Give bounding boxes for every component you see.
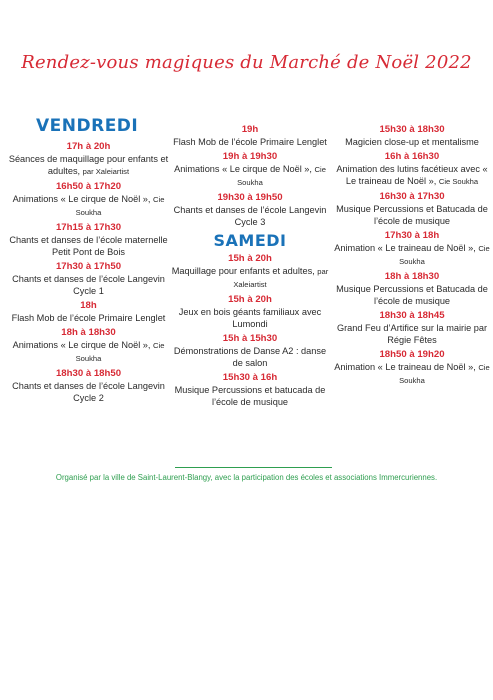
event-description xyxy=(6,234,171,258)
event-item xyxy=(334,230,490,268)
event-description xyxy=(334,361,490,387)
event-description xyxy=(6,380,171,404)
event-item xyxy=(334,191,490,227)
event-item xyxy=(334,310,490,346)
event-description-text: Animations « Le cirque de Noël », xyxy=(174,164,312,174)
event-description-text: Maquillage pour enfants et adultes, xyxy=(171,266,315,276)
event-time: 19h30 à 19h50 xyxy=(217,192,283,203)
footer-divider xyxy=(175,467,332,468)
event-time: 15h30 à 18h30 xyxy=(379,124,445,135)
event-item xyxy=(170,294,330,330)
event-item xyxy=(334,124,490,148)
event-item xyxy=(170,124,330,148)
event-description xyxy=(170,265,330,291)
event-performer: par Xaleiartist xyxy=(82,167,130,176)
event-item xyxy=(6,141,171,178)
event-time: 18h30 à 18h45 xyxy=(379,310,445,321)
event-time: 18h à 18h30 xyxy=(61,327,116,338)
event-time: 15h30 à 16h xyxy=(222,372,278,383)
page-title: Rendez-vous magiques du Marché de Noël 2022 xyxy=(21,52,472,73)
event-description xyxy=(334,322,490,346)
event-time: 15h à 15h30 xyxy=(222,333,278,344)
event-time: 16h50 à 17h20 xyxy=(55,181,122,192)
event-description-text: Chants et danses de l’école maternelle Petit Pont de Bois xyxy=(9,235,168,257)
event-description xyxy=(170,163,330,189)
event-description xyxy=(170,345,330,369)
column-3 xyxy=(334,121,490,387)
event-description xyxy=(334,136,490,148)
event-performer: par Xaleiartist xyxy=(233,267,329,289)
event-description-text: Animations « Le cirque de Noël », xyxy=(12,194,151,204)
event-item xyxy=(6,327,171,365)
event-time: 15h à 20h xyxy=(228,294,272,305)
event-description-text: Animation des lutins facétieux avec « Le traineau de Noël », xyxy=(336,164,488,186)
column-2 xyxy=(170,121,330,408)
event-item xyxy=(6,300,171,324)
event-description-text: Chants et danses de l’école Langevin Cycle 1 xyxy=(12,274,165,296)
day-heading-vendredi: VENDREDI xyxy=(36,116,139,136)
event-time: 17h30 à 18h xyxy=(384,230,440,241)
event-description xyxy=(170,306,330,330)
event-time: 17h30 à 17h50 xyxy=(55,261,122,272)
event-item xyxy=(170,372,330,408)
event-description-text: Démonstrations de Danse A2 : danse de salon xyxy=(173,346,327,368)
event-time: 18h xyxy=(80,300,97,311)
event-time: 17h à 20h xyxy=(66,141,111,152)
event-description xyxy=(6,312,171,324)
event-description-text: Jeux en bois géants familiaux avec Lumondi xyxy=(178,307,322,329)
event-time: 19h à 19h30 xyxy=(222,151,278,162)
event-item xyxy=(6,181,171,219)
event-description-text: Musique Percussions et Batucada de l’école de musique xyxy=(336,204,488,226)
column-1 xyxy=(6,116,171,404)
event-item xyxy=(170,333,330,369)
event-list-samedi xyxy=(170,253,330,408)
event-description xyxy=(170,384,330,408)
event-list-col3 xyxy=(334,124,490,387)
event-description-text: Flash Mob de l’école Primaire Lenglet xyxy=(173,137,327,147)
event-time: 18h30 à 18h50 xyxy=(55,368,122,379)
event-performer: Cie Soukha xyxy=(75,195,165,217)
event-description-text: Grand Feu d’Artifice sur la mairie par Régie Fêtes xyxy=(336,323,488,345)
event-item xyxy=(334,271,490,307)
event-time: 15h à 20h xyxy=(228,253,272,264)
event-list-col2 xyxy=(170,124,330,228)
event-description-text: Musique Percussions et batucada de l’école de musique xyxy=(174,385,326,407)
day-heading-samedi: SAMEDI xyxy=(213,231,287,250)
event-time: 16h à 16h30 xyxy=(384,151,440,162)
event-item xyxy=(6,222,171,258)
event-description-text: Chants et danses de l’école Langevin Cycle 2 xyxy=(12,381,165,403)
event-item xyxy=(6,368,171,404)
event-time: 18h à 18h30 xyxy=(384,271,440,282)
event-item xyxy=(334,349,490,387)
event-performer: Cie Soukha xyxy=(438,177,479,186)
event-description xyxy=(6,273,171,297)
event-time: 19h xyxy=(241,124,259,135)
event-list-vendredi xyxy=(6,141,171,404)
event-description xyxy=(6,339,171,365)
event-performer: Cie Soukha xyxy=(399,244,490,266)
event-description xyxy=(334,163,490,188)
event-description-text: Flash Mob de l’école Primaire Lenglet xyxy=(11,313,166,323)
event-description-text: Animations « Le cirque de Noël », xyxy=(12,340,151,350)
event-item xyxy=(6,261,171,297)
event-item xyxy=(334,151,490,188)
event-description-text: Magicien close-up et mentalisme xyxy=(345,137,479,147)
event-description xyxy=(334,283,490,307)
event-description-text: Chants et danses de l’école Langevin Cycle 3 xyxy=(173,205,327,227)
event-description-text: Animation « Le traineau de Noël », xyxy=(334,362,476,372)
event-item xyxy=(170,151,330,189)
event-item xyxy=(170,253,330,291)
event-description xyxy=(334,203,490,227)
event-performer: Cie Soukha xyxy=(237,165,326,187)
event-description-text: Séances de maquillage pour enfants et adultes, xyxy=(8,154,169,176)
event-description xyxy=(6,153,171,178)
event-time: 17h15 à 17h30 xyxy=(55,222,122,233)
event-description-text: Animation « Le traineau de Noël », xyxy=(334,243,476,253)
event-performer: Cie Soukha xyxy=(75,341,165,363)
event-time: 16h30 à 17h30 xyxy=(379,191,445,202)
event-description-text: Musique Percussions et Batucada de l’école de musique xyxy=(336,284,488,306)
footer-text: Organisé par la ville de Saint-Laurent-Blangy, avec la participation des écoles et associations Immercuriennes. xyxy=(55,473,438,482)
event-item xyxy=(170,192,330,228)
event-description xyxy=(170,204,330,228)
event-description xyxy=(170,136,330,148)
event-time: 18h50 à 19h20 xyxy=(379,349,445,360)
event-performer: Cie Soukha xyxy=(399,363,490,385)
event-description xyxy=(6,193,171,219)
event-description xyxy=(334,242,490,268)
